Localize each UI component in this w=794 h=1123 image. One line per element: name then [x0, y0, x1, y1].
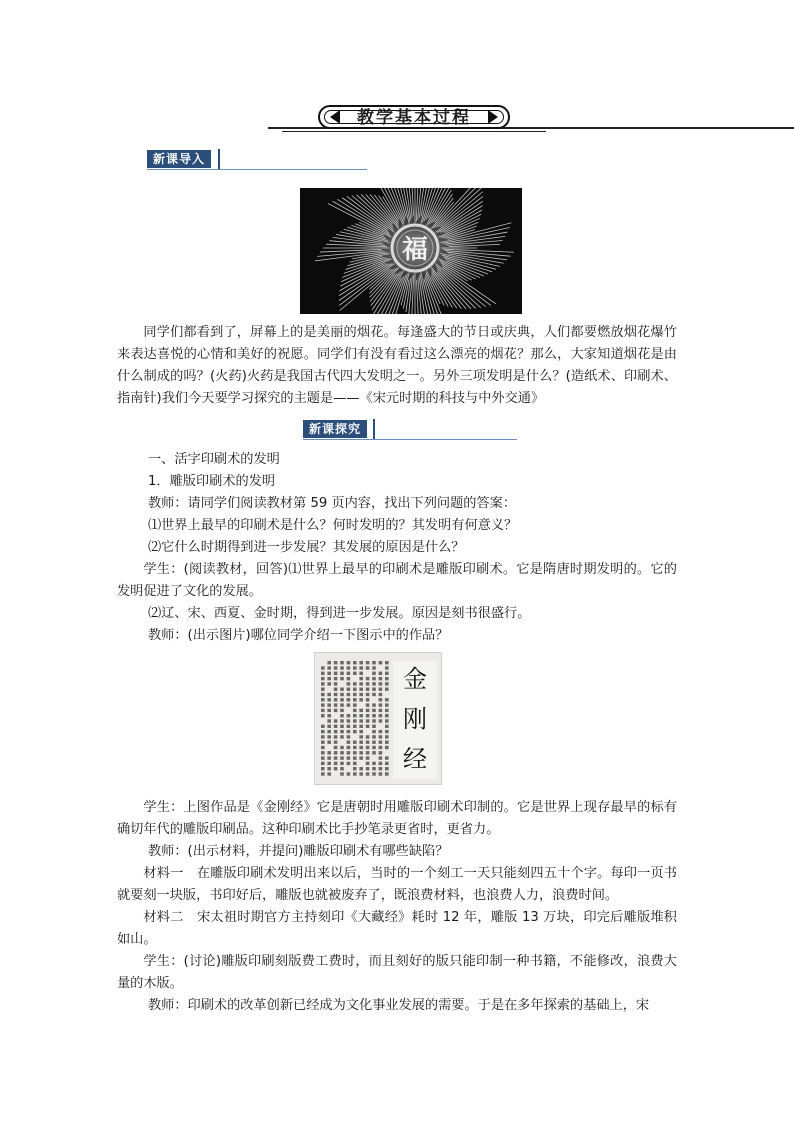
sutra-glyph	[334, 672, 338, 675]
sutra-glyph	[366, 661, 370, 664]
sutra-glyph	[372, 666, 376, 669]
student-answer-2: ⑵辽、宋、西夏、金时期，得到进一步发展。原因是刻书很盛行。	[148, 606, 531, 621]
sutra-glyph	[385, 762, 389, 765]
banner-right-arrow-icon	[488, 110, 498, 124]
sutra-glyph	[353, 719, 357, 722]
sutra-glyph	[379, 677, 383, 680]
sutra-glyph	[372, 735, 376, 738]
sutra-glyph	[372, 693, 376, 696]
sutra-glyph	[321, 677, 325, 680]
sutra-glyph	[366, 719, 370, 722]
sutra-glyph	[366, 682, 370, 685]
sutra-glyph	[340, 719, 344, 722]
sutra-glyph	[340, 730, 344, 733]
banner-pill	[318, 105, 510, 129]
sutra-glyph	[353, 672, 357, 675]
sutra-glyph	[366, 709, 370, 712]
sutra-glyph	[334, 751, 338, 754]
sutra-glyph	[353, 709, 357, 712]
sutra-glyph	[353, 666, 357, 669]
sutra-glyph	[372, 661, 376, 664]
sutra-glyph	[385, 703, 389, 706]
student-answer-4: 学生：(讨论)雕版印刷刻版费工费时，而且刻好的版只能印制一种书籍，不能修改，浪费大量的木版。	[117, 954, 677, 991]
sutra-glyph	[321, 714, 325, 717]
sutra-glyph	[327, 703, 331, 706]
sutra-glyph	[372, 767, 376, 770]
teacher-line-4: 教师：印刷术的改革创新已经成为文化事业发展的需要。于是在多年探索的基础上，宋	[148, 998, 650, 1013]
sutra-glyph	[327, 666, 331, 669]
sutra-glyph	[321, 746, 325, 749]
sutra-glyph	[327, 661, 331, 664]
sutra-glyph	[353, 725, 357, 728]
sutra-glyph	[385, 735, 389, 738]
sutra-glyph	[366, 714, 370, 717]
sutra-glyph	[372, 772, 376, 775]
sutra-glyph	[385, 714, 389, 717]
sutra-glyph	[366, 725, 370, 728]
sutra-glyph	[347, 762, 351, 765]
sutra-glyph	[359, 661, 363, 664]
sutra-glyph	[327, 725, 331, 728]
diamond-sutra-image	[314, 652, 442, 785]
sutra-glyph	[334, 725, 338, 728]
sutra-glyph	[340, 772, 344, 775]
sutra-glyph	[359, 698, 363, 701]
sutra-glyph	[334, 688, 338, 691]
sutra-glyph	[385, 661, 389, 664]
sutra-glyph	[353, 741, 357, 744]
sutra-title-char: 经	[403, 745, 427, 773]
sutra-glyph	[340, 703, 344, 706]
sutra-glyph	[327, 698, 331, 701]
sutra-glyph	[372, 677, 376, 680]
student-answer-3: 学生：上图作品是《金刚经》它是唐朝时用雕版印刷术印制的。它是世界上现存最早的标有确切年代的雕版印刷品。这种印刷术比手抄笔录更省时，更省力。	[117, 800, 677, 837]
sutra-glyph	[379, 735, 383, 738]
sutra-glyph	[359, 672, 363, 675]
sutra-glyph	[327, 682, 331, 685]
sutra-glyph	[340, 693, 344, 696]
sutra-glyph	[385, 725, 389, 728]
sutra-glyph	[379, 746, 383, 749]
sutra-glyph	[327, 751, 331, 754]
sutra-glyph	[340, 709, 344, 712]
sutra-title-char: 金	[403, 665, 427, 693]
sutra-glyph	[334, 666, 338, 669]
sutra-glyph	[334, 703, 338, 706]
sutra-glyph	[327, 741, 331, 744]
sutra-glyph	[327, 672, 331, 675]
sutra-glyph	[347, 751, 351, 754]
teacher-line-3: 教师：(出示材料，并提问)雕版印刷术有哪些缺陷？	[148, 844, 449, 859]
sutra-glyph	[321, 762, 325, 765]
sutra-glyph	[359, 688, 363, 691]
teacher-line-2: 教师：(出示图片)哪位同学介绍一下图示中的作品？	[148, 628, 449, 643]
sutra-glyph	[379, 703, 383, 706]
sutra-glyph	[372, 730, 376, 733]
sutra-glyph	[372, 751, 376, 754]
sutra-glyph	[379, 693, 383, 696]
intro-paragraph: 同学们都看到了，屏幕上的是美丽的烟花。每逢盛大的节日或庆典，人们都要燃放烟花爆竹来表达喜悦的心情和美好的祝愿。同学们有没有看过这么漂亮的烟花？那么，大家知道烟花是由什么制成的吗？(火药)火药是我国古代四大发明之一。另外三项发明是什么？(造纸术、印刷术、指南针)我们今天要学习探究的主题是——《宋元时期的科技与中外交通》	[117, 325, 677, 406]
sutra-glyph	[334, 719, 338, 722]
sutra-glyph	[385, 730, 389, 733]
sutra-glyph	[347, 714, 351, 717]
sutra-glyph	[366, 756, 370, 759]
question-1: ⑴世界上最早的印刷术是什么？何时发明的？其发明有何意义？	[148, 518, 518, 533]
sutra-glyph	[321, 730, 325, 733]
sutra-glyph	[379, 772, 383, 775]
sutra-glyph	[353, 767, 357, 770]
fireworks-icon	[300, 188, 522, 314]
sutra-glyph	[353, 693, 357, 696]
sutra-title-char: 刚	[403, 705, 427, 733]
sutra-glyph	[385, 688, 389, 691]
sutra-glyph	[359, 741, 363, 744]
sutra-glyph	[353, 762, 357, 765]
sutra-scroll-icon	[315, 653, 441, 784]
sutra-glyph	[327, 772, 331, 775]
sutra-glyph	[327, 719, 331, 722]
sutra-glyph	[372, 709, 376, 712]
sutra-glyph	[385, 746, 389, 749]
sutra-glyph	[353, 730, 357, 733]
sutra-glyph	[372, 714, 376, 717]
sutra-glyph	[385, 677, 389, 680]
student-answer-1: 学生：(阅读教材，回答)⑴世界上最早的印刷术是雕版印刷术。它是隋唐时期发明的。它的发明促进了文化的发展。	[117, 562, 677, 599]
sutra-glyph	[385, 682, 389, 685]
sutra-glyph	[340, 725, 344, 728]
sutra-glyph	[359, 693, 363, 696]
sutra-glyph	[379, 756, 383, 759]
sutra-glyph	[334, 735, 338, 738]
explore-tag: 新课探究	[303, 420, 367, 438]
sutra-glyph	[359, 725, 363, 728]
sutra-glyph	[359, 709, 363, 712]
sutra-glyph	[379, 661, 383, 664]
sutra-glyph	[347, 756, 351, 759]
fireworks-image	[300, 188, 522, 314]
sutra-glyph	[385, 719, 389, 722]
sutra-glyph	[359, 767, 363, 770]
sutra-glyph	[334, 698, 338, 701]
sutra-glyph	[347, 682, 351, 685]
sutra-glyph	[372, 688, 376, 691]
sutra-glyph	[359, 735, 363, 738]
sutra-glyph	[334, 762, 338, 765]
sutra-glyph	[321, 698, 325, 701]
sutra-glyph	[334, 730, 338, 733]
sutra-glyph	[334, 682, 338, 685]
sutra-glyph	[359, 666, 363, 669]
sutra-glyph	[359, 682, 363, 685]
sutra-glyph	[359, 714, 363, 717]
sutra-glyph	[334, 661, 338, 664]
sutra-glyph	[379, 762, 383, 765]
sutra-glyph	[353, 772, 357, 775]
sutra-glyph	[372, 682, 376, 685]
sutra-glyph	[372, 725, 376, 728]
sutra-glyph	[334, 677, 338, 680]
sutra-glyph	[379, 698, 383, 701]
sutra-glyph	[347, 693, 351, 696]
sutra-glyph	[385, 666, 389, 669]
sutra-glyph	[372, 703, 376, 706]
sutra-glyph	[385, 698, 389, 701]
sutra-glyph	[347, 666, 351, 669]
sutra-glyph	[347, 725, 351, 728]
sutra-glyph	[340, 688, 344, 691]
sutra-glyph	[327, 756, 331, 759]
sutra-glyph	[334, 741, 338, 744]
sutra-glyph	[372, 672, 376, 675]
explore-tag-rule	[303, 439, 517, 440]
sutra-glyph	[327, 677, 331, 680]
sutra-glyph	[321, 772, 325, 775]
sutra-glyph	[321, 703, 325, 706]
sutra-glyph	[321, 688, 325, 691]
sutra-glyph	[353, 688, 357, 691]
sutra-glyph	[347, 688, 351, 691]
sutra-glyph	[379, 688, 383, 691]
sutra-glyph	[385, 672, 389, 675]
sutra-glyph	[379, 751, 383, 754]
sutra-glyph	[366, 698, 370, 701]
sutra-glyph	[359, 677, 363, 680]
sutra-glyph	[366, 741, 370, 744]
sutra-glyph	[340, 661, 344, 664]
sutra-glyph	[340, 762, 344, 765]
sutra-glyph	[340, 672, 344, 675]
sutra-glyph	[379, 730, 383, 733]
sutra-glyph	[334, 767, 338, 770]
sutra-glyph	[347, 772, 351, 775]
sutra-glyph	[379, 719, 383, 722]
sutra-glyph	[321, 735, 325, 738]
sutra-glyph	[327, 693, 331, 696]
sutra-glyph	[353, 682, 357, 685]
material-two: 材料二 宋太祖时期官方主持刻印《大藏经》耗时 12 年，雕版 13 万块，印完后雕版堆积如山。	[117, 910, 677, 947]
sutra-glyph	[347, 661, 351, 664]
sutra-glyph	[347, 703, 351, 706]
sutra-glyph	[321, 666, 325, 669]
sutra-glyph	[353, 661, 357, 664]
sutra-glyph	[340, 756, 344, 759]
sutra-glyph	[359, 746, 363, 749]
sutra-glyph	[372, 719, 376, 722]
sutra-glyph	[353, 698, 357, 701]
sutra-glyph	[327, 730, 331, 733]
sutra-glyph	[327, 762, 331, 765]
sutra-glyph	[340, 767, 344, 770]
sutra-glyph	[379, 709, 383, 712]
fireworks-character: 福	[401, 235, 429, 265]
banner-title: 教学基本过程	[357, 108, 471, 128]
sutra-glyph	[321, 756, 325, 759]
teacher-line-1: 教师：请同学们阅读教材第 59 页内容，找出下列问题的答案：	[148, 496, 517, 511]
sutra-glyph	[366, 688, 370, 691]
sutra-glyph	[321, 709, 325, 712]
sutra-glyph	[359, 751, 363, 754]
sutra-glyph	[327, 735, 331, 738]
sutra-glyph	[321, 767, 325, 770]
sutra-glyph	[359, 772, 363, 775]
sutra-glyph	[366, 666, 370, 669]
material-one: 材料一 在雕版印刷术发明出来以后，当时的一个刻工一天只能刻四五十个字。每印一页书就要刻一块版，书印好后，雕版也就被废弃了，既浪费材料，也浪费人力，浪费时间。	[117, 866, 677, 903]
sutra-glyph	[366, 703, 370, 706]
sutra-glyph	[379, 672, 383, 675]
sutra-glyph	[366, 677, 370, 680]
sutra-glyph	[359, 730, 363, 733]
sutra-glyph	[366, 751, 370, 754]
sutra-glyph	[353, 751, 357, 754]
sutra-glyph	[385, 756, 389, 759]
sutra-glyph	[366, 735, 370, 738]
sutra-glyph	[327, 714, 331, 717]
sutra-glyph	[372, 762, 376, 765]
sutra-glyph	[379, 682, 383, 685]
banner-left-arrow-icon	[330, 110, 340, 124]
sutra-glyph	[379, 714, 383, 717]
sutra-glyph	[379, 767, 383, 770]
sutra-glyph	[321, 751, 325, 754]
sutra-glyph	[340, 698, 344, 701]
sutra-glyph	[385, 767, 389, 770]
sutra-glyph	[385, 741, 389, 744]
sutra-glyph	[359, 719, 363, 722]
sutra-glyph	[347, 746, 351, 749]
sutra-glyph	[321, 693, 325, 696]
sutra-glyph	[353, 703, 357, 706]
sutra-glyph	[385, 772, 389, 775]
sutra-glyph	[366, 746, 370, 749]
sutra-glyph	[347, 735, 351, 738]
sutra-glyph	[359, 756, 363, 759]
sutra-glyph	[340, 714, 344, 717]
sutra-glyph	[353, 714, 357, 717]
sutra-glyph	[353, 746, 357, 749]
sutra-glyph	[366, 772, 370, 775]
sutra-glyph	[340, 735, 344, 738]
sutra-glyph	[321, 682, 325, 685]
sutra-glyph	[347, 677, 351, 680]
sutra-glyph	[372, 741, 376, 744]
sutra-glyph	[334, 746, 338, 749]
sutra-glyph	[379, 741, 383, 744]
heading-one: 一、活字印刷术的发明	[148, 452, 280, 467]
sutra-glyph	[321, 725, 325, 728]
sutra-glyph	[347, 672, 351, 675]
intro-tag: 新课导入	[147, 150, 211, 168]
sutra-glyph	[366, 693, 370, 696]
sutra-glyph	[340, 746, 344, 749]
sutra-glyph	[347, 698, 351, 701]
sutra-glyph	[340, 677, 344, 680]
sutra-glyph	[385, 709, 389, 712]
sutra-glyph	[334, 709, 338, 712]
intro-tag-rule	[147, 169, 367, 170]
sutra-glyph	[347, 741, 351, 744]
sutra-glyph	[353, 756, 357, 759]
sutra-glyph	[327, 767, 331, 770]
sutra-glyph	[347, 730, 351, 733]
section-banner	[268, 104, 560, 134]
subheading-one: 1．雕版印刷术的发明	[148, 474, 276, 489]
sutra-glyph	[366, 762, 370, 765]
sutra-glyph	[366, 767, 370, 770]
banner-rule-thin	[282, 131, 546, 132]
sutra-glyph	[321, 741, 325, 744]
sutra-glyph	[327, 709, 331, 712]
sutra-glyph	[340, 751, 344, 754]
sutra-glyph	[334, 756, 338, 759]
sutra-glyph	[347, 719, 351, 722]
sutra-glyph	[321, 672, 325, 675]
sutra-glyph	[372, 746, 376, 749]
question-2: ⑵它什么时期得到进一步发展？其发展的原因是什么？	[148, 540, 465, 555]
sutra-glyph	[340, 666, 344, 669]
sutra-glyph	[334, 693, 338, 696]
